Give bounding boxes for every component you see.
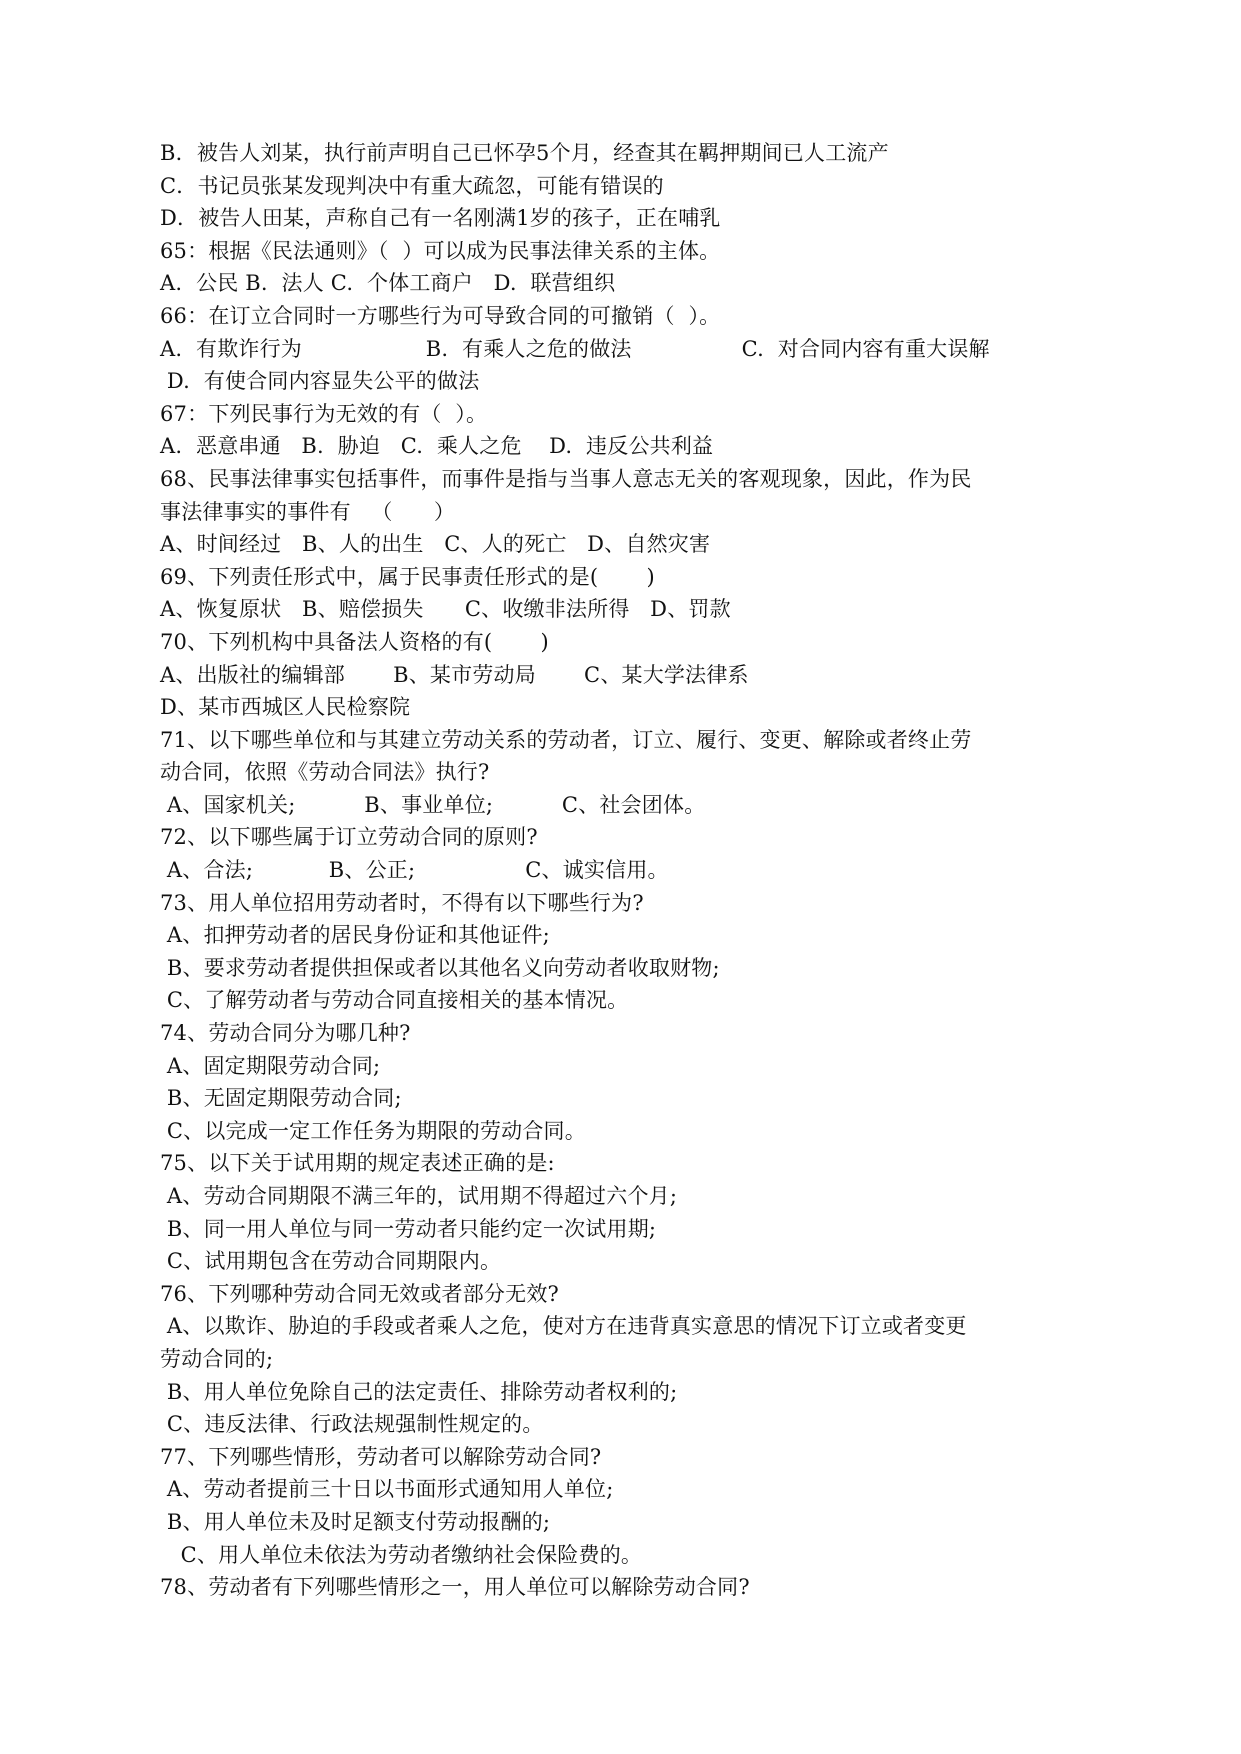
answer-option: B、用人单位未及时足额支付劳动报酬的; — [160, 1509, 551, 1534]
answer-option: A、以欺诈、胁迫的手段或者乘人之危，使对方在违背真实意思的情况下订立或者变更 — [160, 1314, 967, 1339]
answer-option: B、无固定期限劳动合同; — [160, 1086, 402, 1111]
answer-options: A、国家机关; B、事业单位; C、社会团体。 — [160, 792, 706, 817]
answer-option: C、试用期包含在劳动合同期限内。 — [160, 1249, 502, 1274]
answer-options: D、某市西城区人民检察院 — [160, 695, 411, 720]
answer-options: A、恢复原状 B、赔偿损失 C、收缴非法所得 D、罚款 — [160, 597, 731, 622]
answer-option: A、扣押劳动者的居民身份证和其他证件; — [160, 923, 550, 948]
answer-option: C、用人单位未依法为劳动者缴纳社会保险费的。 — [160, 1542, 643, 1567]
question-69: 69、下列责任形式中，属于民事责任形式的是( ) — [160, 564, 655, 589]
question-75: 75、以下关于试用期的规定表述正确的是: — [160, 1151, 555, 1176]
question-72: 72、以下哪些属于订立劳动合同的原则? — [160, 825, 538, 850]
question-74: 74、劳动合同分为哪几种? — [160, 1021, 411, 1046]
text-line: B．被告人刘某，执行前声明自己已怀孕5个月，经查其在羁押期间已人工流产 — [160, 141, 889, 165]
answer-option: C、了解劳动者与劳动合同直接相关的基本情况。 — [160, 988, 629, 1013]
answer-options: A. 有欺诈行为 B. 有乘人之危的做法 C. 对合同内容有重大误解 — [160, 336, 990, 361]
question-68-cont: 事法律事实的事件有 （ ） — [160, 499, 456, 524]
answer-option: A、固定期限劳动合同; — [160, 1053, 381, 1078]
question-70: 70、下列机构中具备法人资格的有( ) — [160, 629, 549, 654]
answer-option: B、同一用人单位与同一劳动者只能约定一次试用期; — [160, 1216, 657, 1241]
question-68: 68、民事法律事实包括事件，而事件是指与当事人意志无关的客观现象，因此，作为民 — [160, 466, 972, 491]
answer-option-cont: 劳动合同的; — [160, 1346, 274, 1371]
answer-option: A、劳动者提前三十日以书面形式通知用人单位; — [160, 1477, 614, 1502]
question-73: 73、用人单位招用劳动者时，不得有以下哪些行为? — [160, 890, 644, 915]
question-71: 71、以下哪些单位和与其建立劳动关系的劳动者，订立、履行、变更、解除或者终止劳 — [160, 727, 972, 752]
question-71-cont: 动合同，依照《劳动合同法》执行? — [160, 760, 490, 785]
question-65: 65：根据《民法通则》（ ）可以成为民事法律关系的主体。 — [160, 238, 721, 263]
answer-options: A. 恶意串通 B. 胁迫 C. 乘人之危 D. 违反公共利益 — [160, 434, 714, 459]
text-line: C．书记员张某发现判决中有重大疏忽，可能有错误的 — [160, 173, 664, 198]
answer-options: A、出版社的编辑部 B、某市劳动局 C、某大学法律系 — [160, 662, 749, 687]
answer-options: A、合法; B、公正; C、诚实信用。 — [160, 858, 669, 883]
answer-option: A、劳动合同期限不满三年的，试用期不得超过六个月; — [160, 1184, 678, 1208]
answer-option: B、用人单位免除自己的法定责任、排除劳动者权利的; — [160, 1379, 678, 1404]
document-page — [160, 137, 1120, 1604]
answer-options: A、时间经过 B、人的出生 C、人的死亡 D、自然灾害 — [160, 532, 711, 557]
question-76: 76、下列哪种劳动合同无效或者部分无效? — [160, 1281, 559, 1306]
text-line: D．被告人田某，声称自己有一名刚满1岁的孩子，正在哺乳 — [160, 206, 721, 231]
answer-option: C、以完成一定工作任务为期限的劳动合同。 — [160, 1118, 586, 1143]
answer-options: D. 有使合同内容显失公平的做法 — [160, 369, 480, 394]
answer-option: C、违反法律、行政法规强制性规定的。 — [160, 1412, 544, 1437]
answer-options: A. 公民 B. 法人 C. 个体工商户 D. 联营组织 — [160, 271, 616, 296]
question-67: 67：下列民事行为无效的有（ ）。 — [160, 401, 488, 426]
answer-option: B、要求劳动者提供担保或者以其他名义向劳动者收取财物; — [160, 955, 720, 980]
question-78: 78、劳动者有下列哪些情形之一，用人单位可以解除劳动合同? — [160, 1575, 750, 1600]
question-77: 77、下列哪些情形，劳动者可以解除劳动合同? — [160, 1444, 602, 1469]
question-66: 66：在订立合同时一方哪些行为可导致合同的可撤销（ ）。 — [160, 303, 721, 328]
